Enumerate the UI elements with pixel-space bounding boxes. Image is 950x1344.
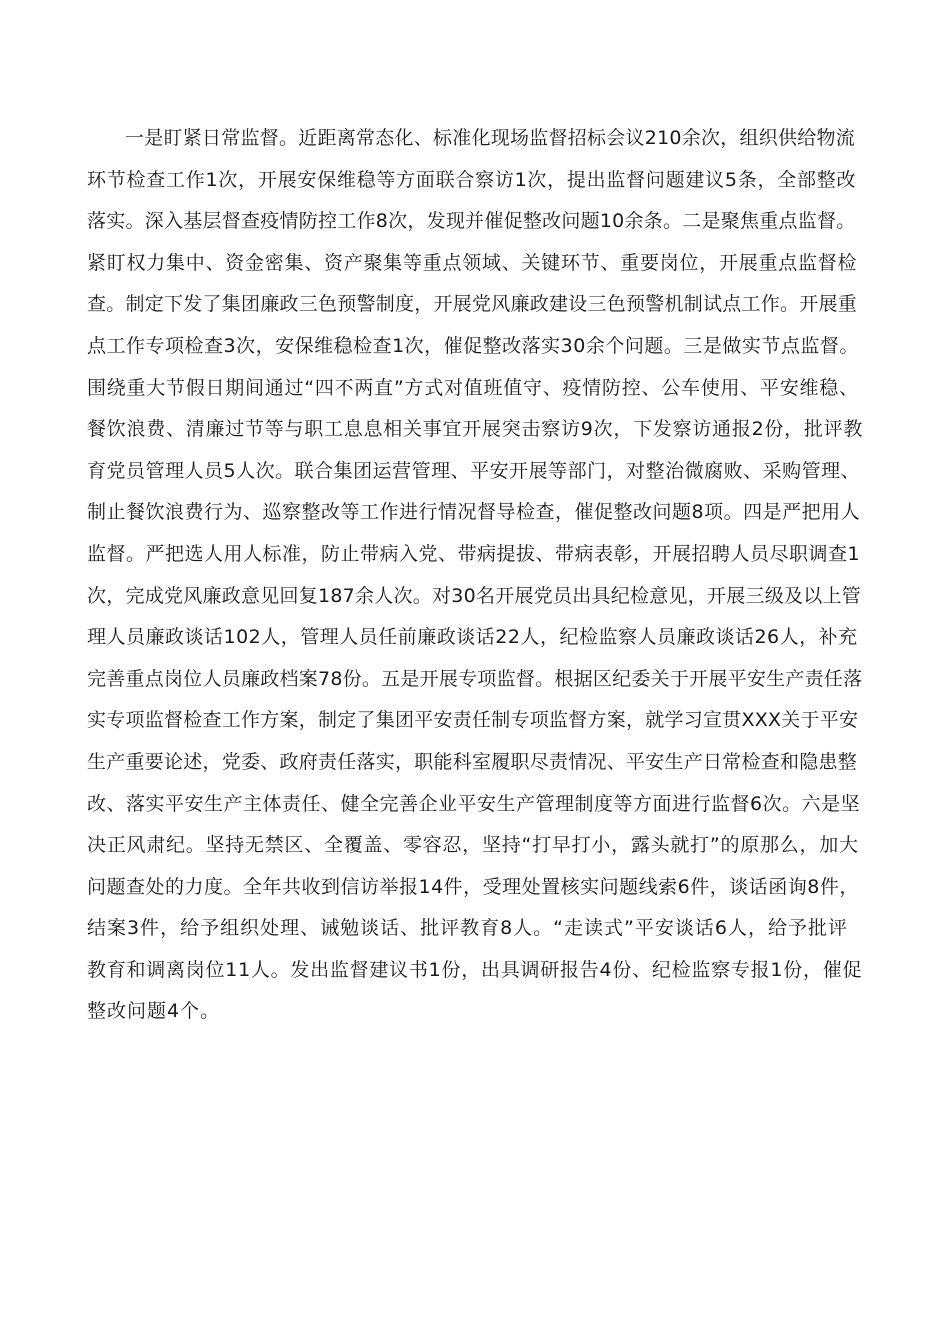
paragraph-line: 问题查处的力度。全年共收到信访举报14件，受理处置核实问题线索6件，谈话函询8件，	[87, 875, 859, 898]
paragraph-line: 整改问题4个。	[87, 1000, 221, 1023]
paragraph-line: 紧盯权力集中、资金密集、资产聚集等重点领域、关键环节、重要岗位，开展重点监督检	[87, 251, 858, 274]
paragraph-line: 教育和调离岗位11人。发出监督建议书1份，出具调研报告4份、纪检监察专报1份，催促	[87, 958, 863, 981]
paragraph-line: 一是盯紧日常监督。近距离常态化、标准化现场监督招标会议210余次，组织供给物流	[125, 127, 856, 149]
paragraph-line: 结案3件，给予组织处理、诫勉谈话、批评教育8人。“走读式”平安谈话6人，给予批评	[87, 917, 848, 940]
paragraph-line: 监督。严把选人用人标准，防止带病入党、带病提拔、带病表彰，开展招聘人员尽职调查1	[87, 542, 861, 565]
paragraph-line: 生产重要论述，党委、政府责任落实，职能科室履职尽责情况、平安生产日常检查和隐患整	[87, 750, 858, 773]
body-paragraph	[87, 118, 863, 1033]
paragraph-line: 改、落实平安生产主体责任、健全完善企业平安生产管理制度等方面进行监督6次。六是坚	[87, 792, 861, 815]
paragraph-line: 制止餐饮浪费行为、巡察整改等工作进行情况督导检查，催促整改问题8项。四是严把用人	[87, 501, 861, 524]
paragraph-line: 完善重点岗位人员廉政档案78份。五是开展专项监督。根据区纪委关于开展平安生产责任落	[87, 667, 863, 690]
paragraph-line: 决正风肃纪。坚持无禁区、全覆盖、零容忍，坚持“打早打小，露头就打”的原那么，加大	[87, 834, 859, 857]
paragraph-line: 环节检查工作1次，开展安保维稳等方面联合察访1次，提出监督问题建议5条，全部整改	[87, 168, 857, 191]
paragraph-line: 理人员廉政谈话102人，管理人员任前廉政谈话22人，纪检监察人员廉政谈话26人，补充	[87, 626, 858, 649]
paragraph-line: 实专项监督检查工作方案，制定了集团平安责任制专项监督方案，就学习宣贯XXX关于平安	[87, 709, 859, 732]
paragraph-line: 落实。深入基层督查疫情防控工作8次，发现并催促整改问题10余条。二是聚焦重点监督。	[87, 210, 856, 233]
paragraph-line: 育党员管理人员5人次。联合集团运营管理、平安开展等部门，对整治微腐败、采购管理、	[87, 459, 861, 482]
paragraph-line: 点工作专项检查3次，安保维稳检查1次，催促整改落实30余个问题。三是做实节点监督。	[87, 334, 859, 357]
paragraph-line: 餐饮浪费、清廉过节等与职工息息相关事宜开展突击察访9次，下发察访通报2份，批评教	[87, 418, 864, 441]
paragraph-line: 围绕重大节假日期间通过“四不两直”方式对值班值守、疫情防控、公车使用、平安维稳、	[87, 376, 859, 399]
paragraph-line: 查。制定下发了集团廉政三色预警制度，开展党风廉政建设三色预警机制试点工作。开展重	[87, 293, 858, 316]
paragraph-line: 次，完成党风廉政意见回复187余人次。对30名开展党员出具纪检意见，开展三级及以上管	[87, 584, 861, 607]
